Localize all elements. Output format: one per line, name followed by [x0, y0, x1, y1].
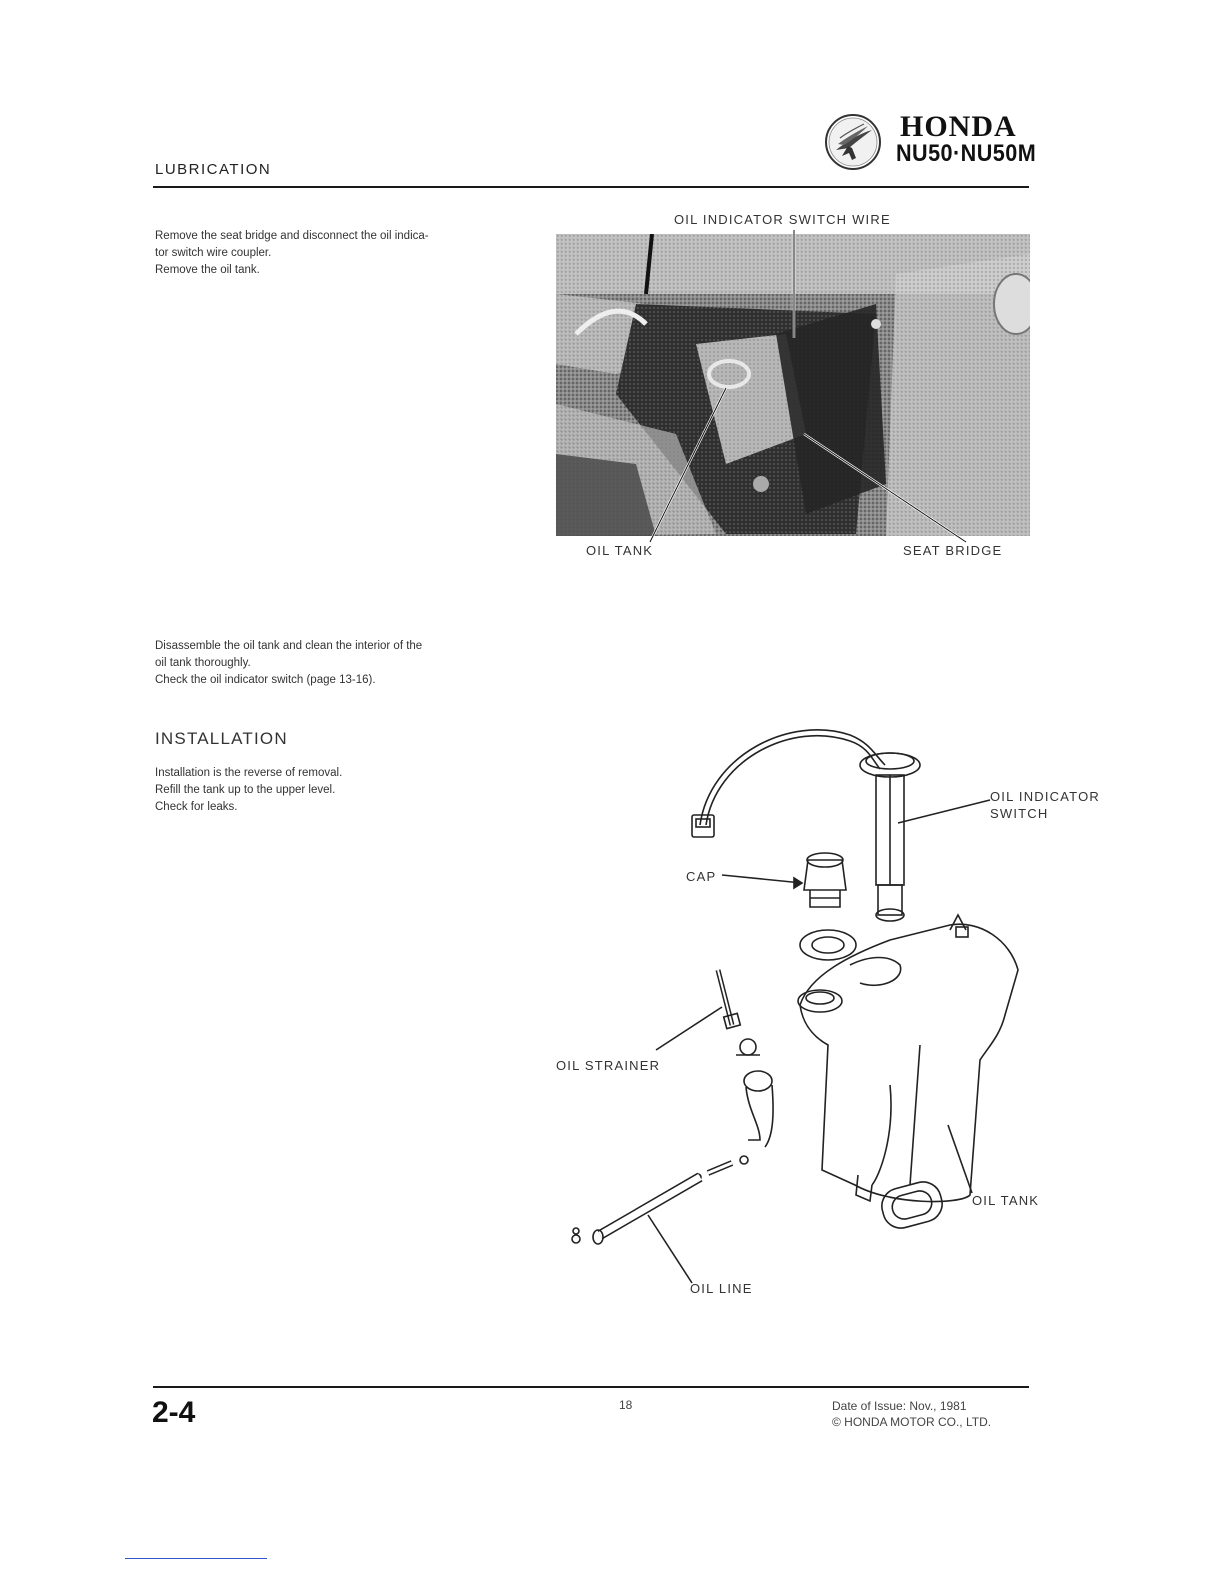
photo-label-switch-wire: OIL INDICATOR SWITCH WIRE: [674, 212, 891, 227]
removal-text: [155, 228, 429, 279]
hose-clamp-icon: [740, 1039, 756, 1055]
photo-label-seat-bridge: SEAT BRIDGE: [903, 543, 1003, 558]
diagram-label-oil-tank: OIL TANK: [972, 1193, 1040, 1208]
copyright: © HONDA MOTOR CO., LTD.: [832, 1415, 992, 1429]
footer-rule: [153, 1386, 1029, 1388]
issue-info: [832, 1398, 991, 1430]
diagram-label-oil-strainer: OIL STRAINER: [556, 1058, 661, 1073]
gasket-ring-icon: [800, 930, 856, 960]
photo-leader-lines: [556, 228, 1030, 558]
page-number: 18: [619, 1398, 633, 1412]
oil-tank-body-icon: [800, 924, 1018, 1201]
tank-gasket-icon: [878, 1178, 946, 1232]
installation-text: [155, 765, 342, 816]
page-code: 2-4: [152, 1396, 196, 1429]
installation-line: Installation is the reverse of removal.: [155, 767, 343, 779]
installation-line: Check for leaks.: [155, 801, 238, 813]
tank-filler-neck-icon: [798, 990, 842, 1012]
disassembly-text: [155, 638, 422, 689]
removal-line: Remove the oil tank.: [155, 264, 260, 276]
removal-line: tor switch wire coupler.: [155, 247, 272, 259]
disassembly-line: oil tank thoroughly.: [155, 657, 251, 669]
installation-heading: INSTALLATION: [155, 729, 288, 748]
disassembly-line: Disassemble the oil tank and clean the interior of the: [155, 640, 423, 652]
diagram-label-cap: CAP: [686, 869, 717, 884]
installation-line: Refill the tank up to the upper level.: [155, 784, 336, 796]
header-rule: [153, 186, 1029, 188]
oil-tank-exploded-diagram: [560, 715, 1060, 1315]
bottom-divider: [125, 1558, 267, 1559]
diagram-label-oil-line: OIL LINE: [690, 1281, 753, 1296]
disassembly-line: Check the oil indicator switch (page 13-16).: [155, 674, 376, 686]
section-title: LUBRICATION: [155, 161, 272, 178]
photo-label-oil-tank: OIL TANK: [586, 543, 654, 558]
diagram-label-switch-line1: OIL INDICATOR: [990, 789, 1100, 804]
model-name: NU50·NU50M: [896, 140, 1037, 167]
removal-line: Remove the seat bridge and disconnect the oil indica-: [155, 230, 429, 242]
issue-date: Date of Issue: Nov., 1981: [832, 1399, 967, 1413]
diagram-label-switch-line2: SWITCH: [990, 806, 1049, 821]
elbow-fitting-icon: [744, 1071, 772, 1091]
honda-wing-logo-icon: [822, 112, 884, 172]
brand-name: HONDA: [900, 110, 1017, 143]
